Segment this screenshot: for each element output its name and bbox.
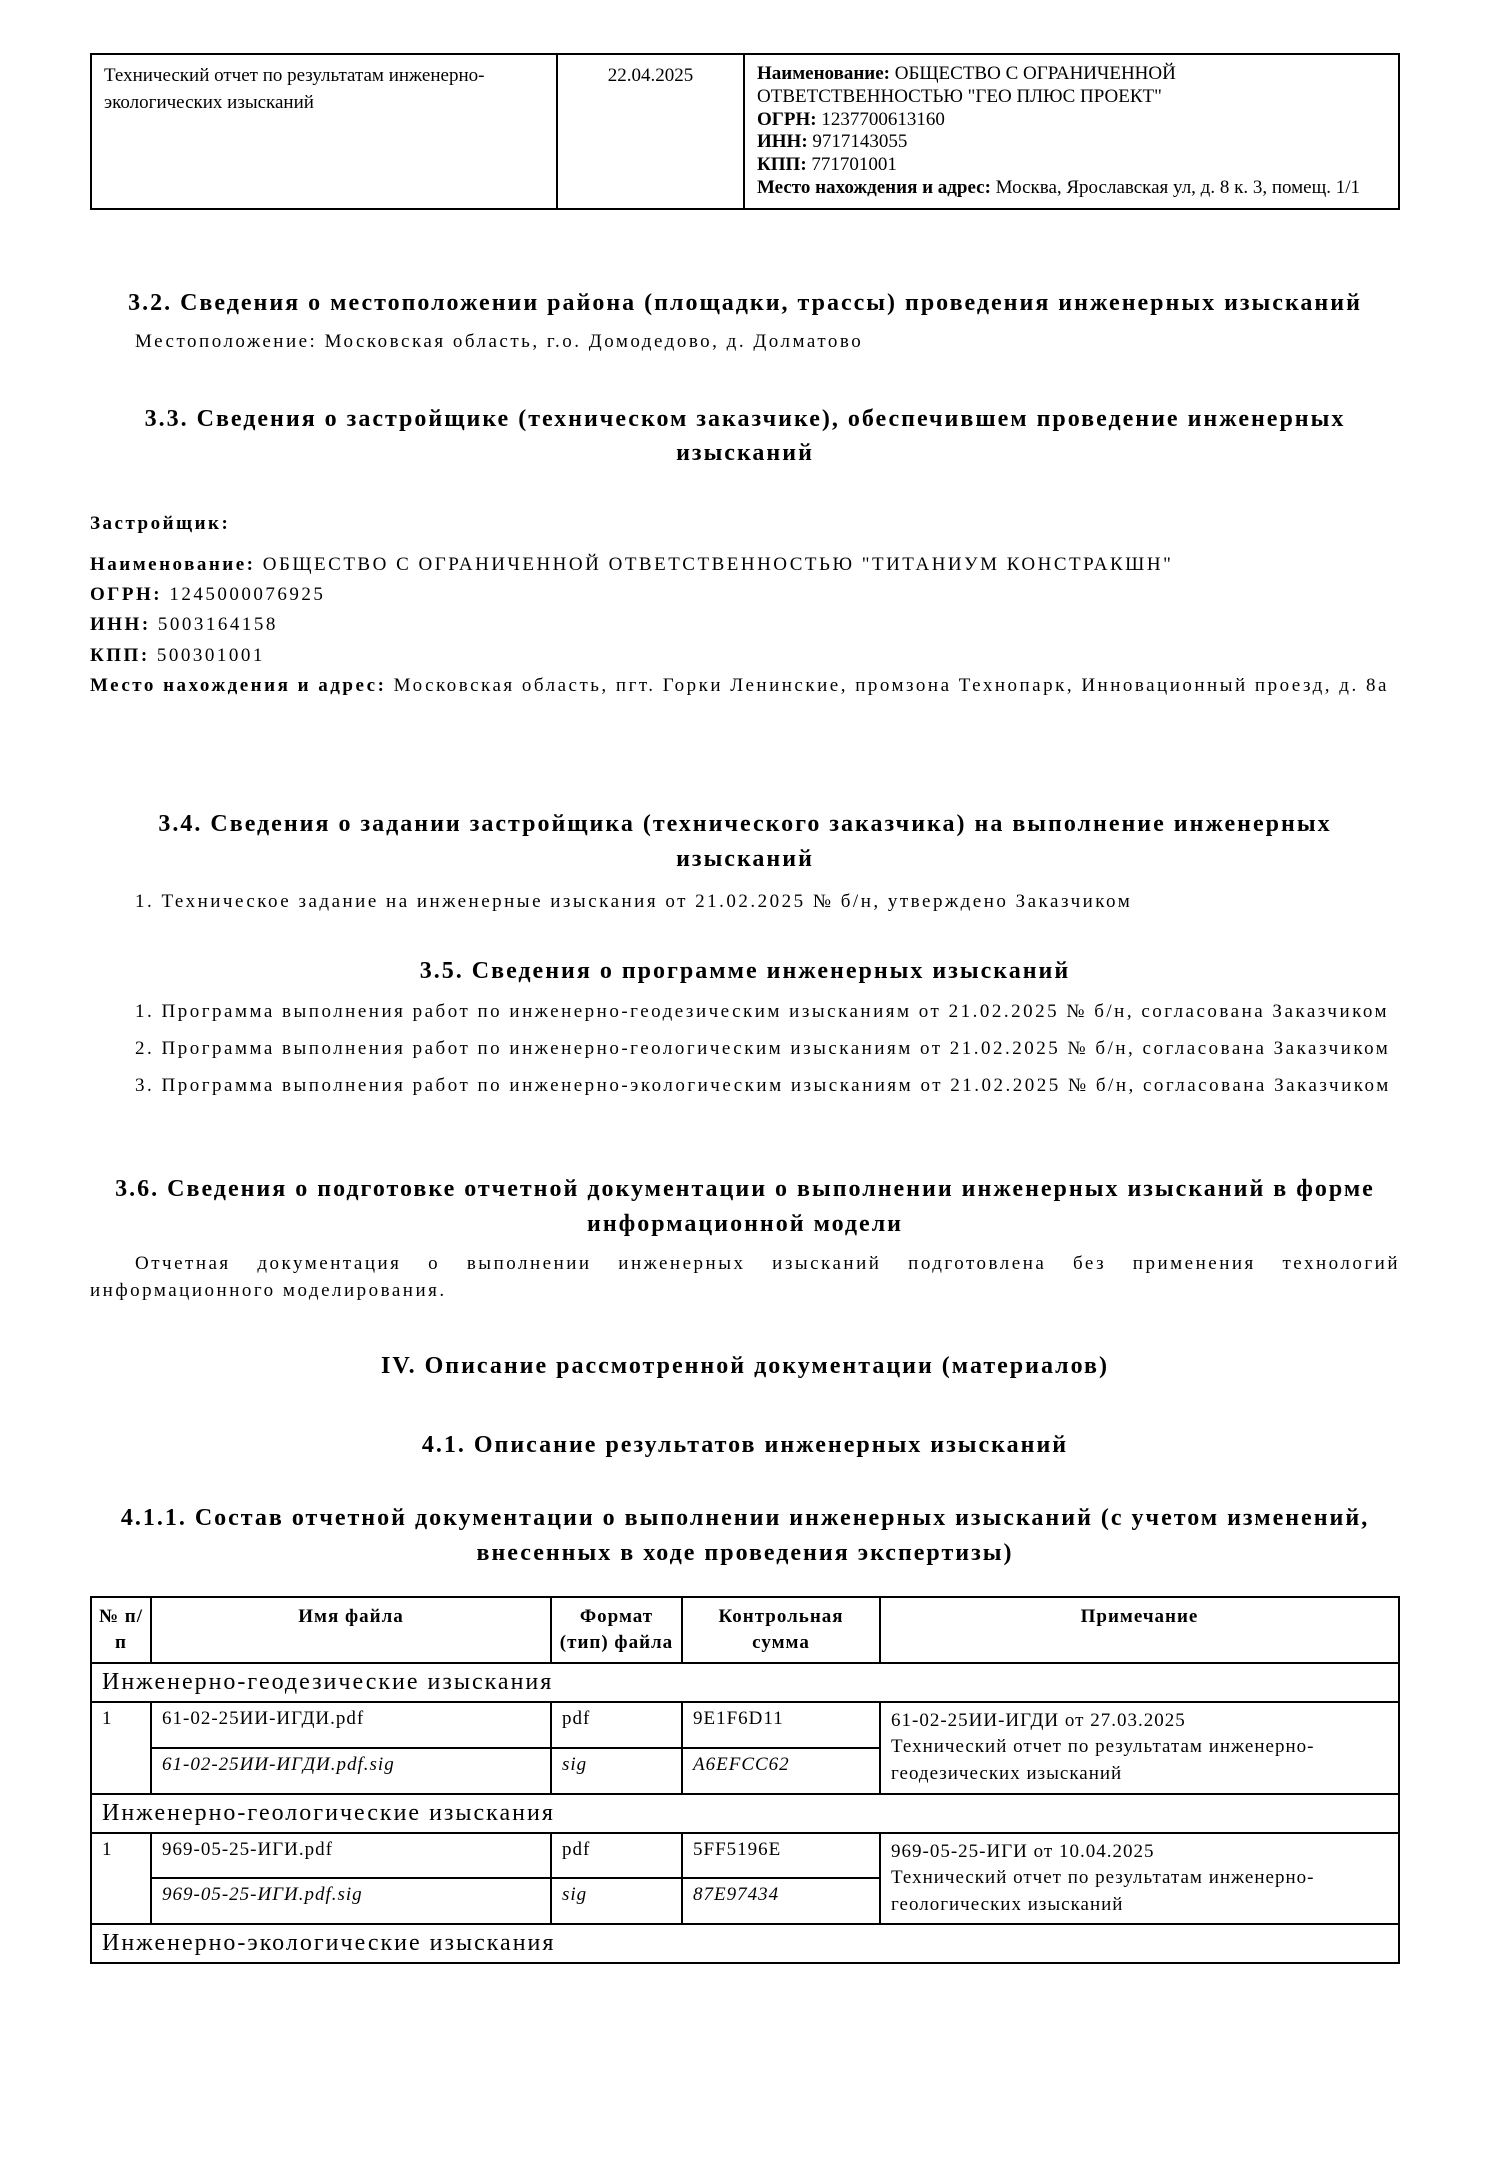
location-line: Местоположение: Московская область, г.о. Домодедово, д. Долматово: [135, 330, 864, 352]
developer-name-line: [90, 550, 1400, 580]
sig-file-checksum: A6EFCC62: [682, 1748, 880, 1794]
files-table: [90, 1596, 1400, 1964]
col-header-num: № п/п: [91, 1597, 151, 1662]
col-header-note: Примечание: [880, 1597, 1399, 1662]
name-value: ОБЩЕСТВО С ОГРАНИЧЕННОЙ ОТВЕТСТВЕННОСТЬЮ "ГЕО ПЛЮС ПРОЕКТ": [757, 63, 1176, 107]
developer-inn-value: 5003164158: [157, 614, 278, 636]
inn-label: ИНН:: [757, 131, 808, 153]
developer-address-value: Московская область, пгт. Горки Ленинские, промзона Технопарк, Инновационный проезд, д. 8а: [393, 675, 1389, 697]
sig-file-name: 969-05-25-ИГИ.pdf.sig: [151, 1878, 551, 1924]
file-name: 969-05-25-ИГИ.pdf: [151, 1833, 551, 1879]
section-3-2-heading: 3.2. Сведения о местоположении района (площадки, трассы) проведения инженерных изысканий: [128, 289, 1362, 316]
program-item-3: 3. Программа выполнения работ по инженерно-экологическим изысканиям от 21.02.2025 № б/н, согласована Заказчиком: [135, 1074, 1391, 1096]
task-item: 1. Техническое задание на инженерные изыскания от 21.02.2025 № б/н, утверждено Заказчиком: [135, 891, 1133, 913]
section-4-heading: IV. Описание рассмотренной документации (материалов): [381, 1353, 1109, 1380]
note-text-line: Технический отчет по результатам инженерно-геологических изысканий: [891, 1867, 1315, 1915]
note-text-line: Технический отчет по результатам инженерно-геодезических изысканий: [891, 1736, 1315, 1784]
ogrn-label: ОГРН:: [757, 108, 817, 130]
address-label: Место нахождения и адрес:: [757, 176, 991, 198]
group-title-row: [91, 1794, 1399, 1833]
sig-file-checksum: 87E97434: [682, 1878, 880, 1924]
developer-address-line: [90, 671, 1400, 701]
file-note: [880, 1702, 1399, 1794]
kpp-value: 771701001: [811, 154, 897, 176]
note-date-line: 61-02-25ИИ-ИГДИ от 27.03.2025: [891, 1709, 1186, 1731]
header-table: [90, 53, 1400, 210]
files-table-header-row: [91, 1597, 1399, 1662]
developer-name-value: ОБЩЕСТВО С ОГРАНИЧЕННОЙ ОТВЕТСТВЕННОСТЬЮ "ТИТАНИУМ КОНСТРАКШН": [262, 553, 1174, 575]
executor-inn-line: [757, 131, 1386, 154]
ogrn-value: 1237700613160: [821, 108, 945, 130]
developer-ogrn-value: 1245000076925: [169, 583, 326, 605]
developer-inn-line: [90, 610, 1400, 640]
table-row: [91, 1833, 1399, 1879]
developer-ogrn-label: ОГРН:: [90, 583, 163, 605]
name-label: Наименование:: [757, 63, 890, 84]
sig-file-name: 61-02-25ИИ-ИГДИ.pdf.sig: [151, 1748, 551, 1794]
sig-file-format: sig: [551, 1748, 682, 1794]
executor-name-line: [757, 63, 1386, 109]
developer-kpp-label: КПП:: [90, 644, 150, 666]
col-header-filename: Имя файла: [151, 1597, 551, 1662]
col-header-format: Формат (тип) файла: [551, 1597, 682, 1662]
developer-ogrn-line: [90, 580, 1400, 610]
doc-title-cell: Технический отчет по результатам инженерно-экологических изысканий: [91, 54, 557, 209]
developer-address-label: Место нахождения и адрес:: [90, 675, 387, 697]
row-num: 1: [91, 1833, 151, 1925]
file-checksum: 5FF5196E: [682, 1833, 880, 1879]
developer-kpp-value: 500301001: [156, 644, 265, 666]
document-content: [90, 53, 1400, 1964]
executor-ogrn-line: [757, 109, 1386, 132]
group-title-row: [91, 1663, 1399, 1702]
note-date-line: 969-05-25-ИГИ от 10.04.2025: [891, 1840, 1155, 1862]
developer-name-label: Наименование:: [90, 553, 256, 575]
row-num: 1: [91, 1702, 151, 1794]
header-row: [91, 54, 1399, 209]
sig-file-format: sig: [551, 1878, 682, 1924]
section-3-6-heading: 3.6. Сведения о подготовке отчетной документации о выполнении инженерных изысканий в форме информационной модели: [115, 1175, 1375, 1237]
developer-title: Застройщик:: [90, 513, 231, 535]
developer-inn-label: ИНН:: [90, 614, 151, 636]
program-item-1: 1. Программа выполнения работ по инженерно-геодезическим изысканиям от 21.02.2025 № б/н, согласована Заказчиком: [135, 1000, 1390, 1022]
section-4-1-1-heading: 4.1.1. Состав отчетной документации о выполнении инженерных изысканий (с учетом изменений, внесенных в ходе проведения экспертизы): [120, 1504, 1370, 1566]
file-format: pdf: [551, 1833, 682, 1879]
inn-value: 9717143055: [812, 131, 908, 153]
doc-date-cell: 22.04.2025: [557, 54, 744, 209]
developer-kpp-line: [90, 641, 1400, 671]
executor-kpp-line: [757, 154, 1386, 177]
kpp-label: КПП:: [757, 154, 807, 176]
program-item-2: 2. Программа выполнения работ по инженерно-геологическим изысканиям от 21.02.2025 № б/н, согласована Заказчиком: [135, 1037, 1391, 1059]
developer-block: [90, 509, 1400, 701]
file-name: 61-02-25ИИ-ИГДИ.pdf: [151, 1702, 551, 1748]
section-3-5-heading: 3.5. Сведения о программе инженерных изысканий: [419, 958, 1071, 985]
group-title-geodesy: Инженерно-геодезические изыскания: [91, 1663, 1399, 1702]
address-value: Москва, Ярославская ул, д. 8 к. 3, помещ. 1/1: [995, 176, 1361, 198]
group-title-ecology: Инженерно-экологические изыскания: [91, 1924, 1399, 1963]
group-title-row: [91, 1924, 1399, 1963]
file-checksum: 9E1F6D11: [682, 1702, 880, 1748]
executor-info-cell: [744, 54, 1399, 209]
col-header-checksum: Контрольная сумма: [682, 1597, 880, 1662]
executor-address-line: [757, 177, 1386, 200]
group-title-geology: Инженерно-геологические изыскания: [91, 1794, 1399, 1833]
section-3-4-heading: 3.4. Сведения о задании застройщика (технического заказчика) на выполнение инженерных изысканий: [158, 811, 1332, 873]
section-3-3-heading: 3.3. Сведения о застройщике (техническом заказчике), обеспечившем проведение инженерных изысканий: [144, 405, 1346, 467]
table-row: [91, 1702, 1399, 1748]
section-4-1-heading: 4.1. Описание результатов инженерных изысканий: [421, 1432, 1069, 1459]
file-note: [880, 1833, 1399, 1925]
file-format: pdf: [551, 1702, 682, 1748]
bim-paragraph: Отчетная документация о выполнении инженерных изысканий подготовлена без применения технологий информационного моделирования.: [90, 1253, 1400, 1302]
